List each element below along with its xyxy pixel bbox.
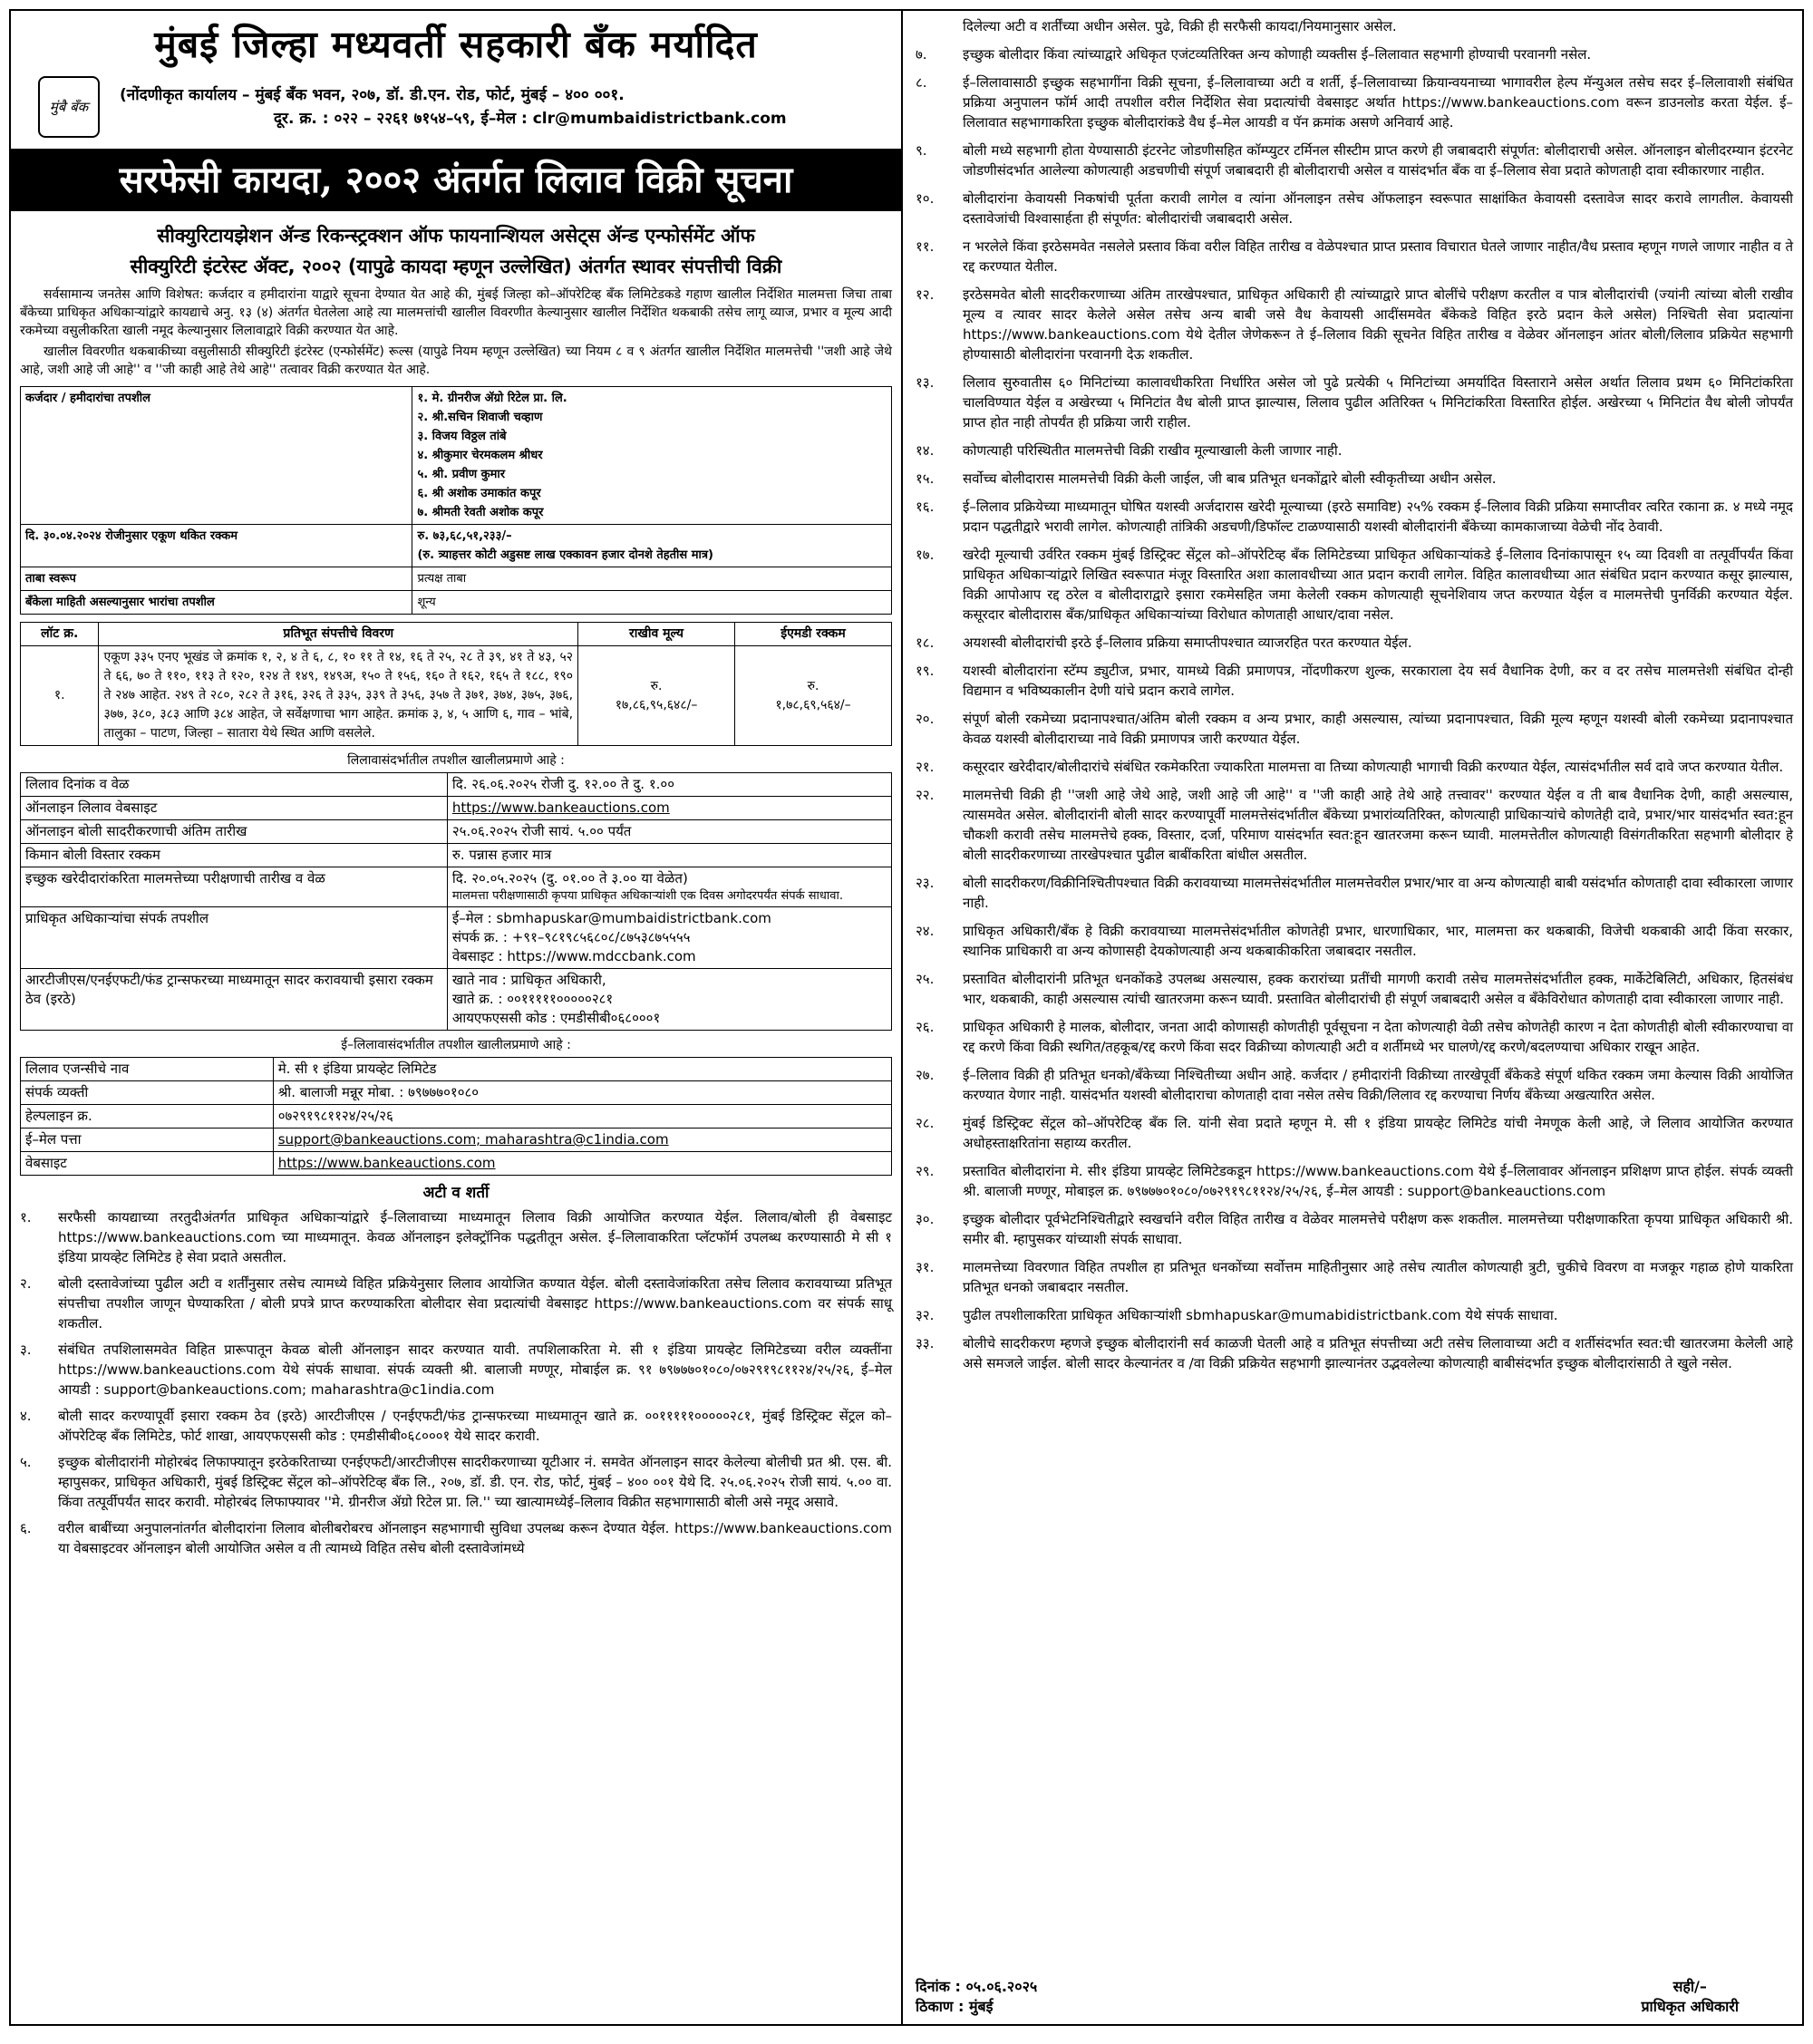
term-text: प्रस्तावित बोलीदारांना मे. सी१ इंडिया प्रायव्हेट लिमिटेडकडून https://www.bankeauctions.com येथे ई–लिलावावर ऑनलाइन प्रशिक्षण प्राप्त होईल. संपर्क व्यक्ती श्री. बालाजी मण्णूर, मोबाइल क्र. ७९७७७०१०८०/०७२९१९८११२४/२५/२६, ई–मेल आयडी : support@bankeauctions.com — [963, 1163, 1793, 1199]
lot-table — [20, 622, 892, 746]
term-text: न भरलेले किंवा इरठेसमवेत नसलेले प्रस्ताव किंवा वरील विहित तारीख व वेळेपश्चात प्राप्त प्रस्ताव विचारात घेतले जाणार नाहीत/वैध प्रस्ताव म्हणून गणले जाणार नाहीत व ते रद्द करण्यात येतील. — [963, 238, 1793, 275]
term-number: ९. — [916, 142, 927, 159]
emd-prefix: रु. — [807, 678, 819, 693]
term-number: १३. — [916, 374, 935, 391]
term-number: १७. — [916, 547, 935, 563]
bank-logo-icon — [38, 76, 100, 138]
reserve-prefix: रु. — [650, 678, 663, 693]
term-text: वरील बाबींच्या अनुपालनांतर्गत बोलीदारांना लिलाव बोलीबरोबरच ऑनलाइन सहभागाची सुविधा उपलब्ध करून देण्यात येईल. https://www.bankeauctions.com या वेबसाइटवर ऑनलाइन बोली आयोजित असेल व ती त्यामध्ये विहित तसेच बोली दस्तावेजांमध्ये — [58, 1520, 892, 1556]
list-item: ७. श्रीमती रेवती अशोक कपूर — [417, 506, 544, 519]
dues-words: (रु. त्र्याहत्तर कोटी अडुसष्ट लाख एक्कावन हजार दोनशे तेहतीस मात्र) — [417, 548, 713, 562]
term-item — [916, 1333, 1793, 1373]
table-row — [21, 591, 892, 615]
term-text: प्राधिकृत अधिकारी/बँक हे विक्री करावयाच्या मालमत्तेसंदर्भातील कोणतेही प्रभार, धारणाधिकार, भार, मालमत्ता कर थकबाकी, विजेची थकबाकी आदी किंवा सरकार, स्थानिक प्राधिकारी वा अन्य कोणासही देयकोणत्याही अन्य थकबाकीकरिता जबाबदार नसतील. — [963, 923, 1793, 959]
term-text: ई–लिलाव प्रक्रियेच्या माध्यमातून घोषित यशस्वी अर्जदारास खरेदी मूल्याच्या (इरठे समाविष्ट) २५% रक्कम ई–लिलाव विक्री प्रक्रिया समाप्तीवर त्वरित रकाना क्र. ४ मध्ये नमूद प्रदान पद्धतीद्वारे भरावी लागेल. कोणत्याही तांत्रिकी अडचणी/डिफॉल्ट टाळण्यासाठी यशस्वी बोलीदारांनी बँकेच्या कामकाजाच्या वेळेची नोंद ठेवावी. — [963, 499, 1793, 535]
table-row — [21, 646, 892, 746]
continued-term-text: दिलेल्या अटी व शर्तींच्या अधीन असेल. पुढे, विक्री ही सरफैसी कायदा/नियमानुसार असेल. — [963, 18, 1397, 34]
detail-label: लिलाव दिनांक व वेळ — [21, 773, 448, 797]
detail-label: किमान बोली विस्तार रक्कम — [21, 844, 448, 867]
term-item — [916, 1305, 1793, 1325]
term-item — [916, 709, 1793, 749]
list-item — [916, 16, 1793, 36]
term-text: लिलाव सुरुवातीस ६० मिनिटांच्या कालावधीकरिता निर्धारित असेल जो पुढे प्रत्येकी ५ मिनिटांच्या अमर्यादित विस्ताराने असेल अर्थात लिलाव प्रथम ६० मिनिटांकरिता चालविण्यात येईल व अखेरच्या ५ मिनिटांत वैध बोली प्राप्त झाल्यास, लिलाव पुढील अतिरिक्त ५ मिनिटांकरिता विस्तारित होईल. अखेरच्या ५ मिनिटांत वैध बोली जोपर्यंत प्राप्त होत नाही तोपर्यंत ही प्रक्रिया जारी राहील. — [963, 374, 1793, 431]
term-number: ३१. — [916, 1259, 935, 1275]
list-item: २. श्री.सचिन शिवाजी चव्हाण — [417, 411, 543, 424]
borrower-names — [412, 387, 892, 525]
term-item — [916, 497, 1793, 537]
right-column — [903, 11, 1802, 2024]
term-item — [916, 469, 1793, 489]
term-number: ५. — [20, 1454, 32, 1470]
term-item — [916, 44, 1793, 64]
term-item — [916, 1017, 1793, 1057]
term-number: ६. — [20, 1520, 32, 1536]
eauction-website-link[interactable]: https://www.bankeauctions.com — [273, 1152, 891, 1176]
term-text: बोली दस्तावेजांच्या पुढील अटी व शर्तींनुसार तसेच त्यामध्ये विहित प्रक्रियेनुसार लिलाव आयोजित कण्यात येईल. बोली दस्तावेजांकरिता तसेच लिलाव करावयाच्या प्रतिभूत संपत्तीचा तपशील जाणून घेण्याकरिता / बोली प्रपत्रे प्राप्त करण्याकरिता बोलीदार सेवा प्रदात्यांची वेबसाइट https://www.bankeauctions.com वर संपर्क साधू शकतील. — [58, 1275, 892, 1332]
term-item — [916, 237, 1793, 276]
term-text: प्राधिकृत अधिकारी हे मालक, बोलीदार, जनता आदी कोणासही कोणतीही पूर्वसूचना न देता कोणत्याही वेळी तसेच कोणतेही कारण न देता कोणतीही बोली स्वीकारण्याचा वा रद्द करणे किंवा विक्री स्थगित/तहकूब/रद्द करणे किंवा सदर विक्रीच्या कोणत्याही अटी व शर्तीमध्ये भर घालणे/रद्द करणे/बदलण्याचा अधिकार राखून आहेत. — [963, 1019, 1793, 1055]
reserve-price — [578, 646, 735, 746]
term-number: १९. — [916, 663, 935, 679]
borrower-label: कर्जदार / हमीदारांचा तपशील — [21, 387, 412, 525]
table-header-row — [21, 623, 892, 646]
term-text: ई–लिलावासाठी इच्छुक सहभागींना विक्री सूचना, ई–लिलावाच्या अटी व शर्ती, ई–लिलावाच्या क्रियान्वयनाच्या भागावरील हेल्प मॅन्युअल तसेच सदर ई–लिलावाशी संबंधित प्रक्रिया अनुपालन फॉर्म आदी तपशील वरील निर्देशित सेवा प्रदात्यांची वेबसाइट अर्थात https://www.bankeauctions.com वरून डाउनलोड करता येईल. ई–लिलावात सहभागाकरिता इच्छुक बोलीदारांकडे वैध ई–मेल आयडी व पॅन क्रमांक असणे अनिवार्य आहे. — [963, 74, 1793, 131]
term-item — [916, 661, 1793, 701]
table-row — [21, 773, 892, 797]
table-row — [21, 1081, 892, 1105]
term-number: १२. — [916, 286, 935, 303]
signatory-designation: प्राधिकृत अधिकारी — [1641, 1998, 1739, 2015]
term-item — [916, 757, 1793, 777]
column-header: प्रतिभूत संपत्तीचे विवरण — [99, 623, 578, 646]
detail-value: २५.०६.२०२५ रोजी सायं. ५.०० पर्यंत — [447, 820, 891, 844]
term-item — [916, 1209, 1793, 1249]
term-item — [916, 873, 1793, 913]
table-row — [21, 844, 892, 867]
term-text: पुढील तपशीलाकरिता प्राधिकृत अधिकाऱ्यांशी sbmhapuskar@mumabidistrictbank.com येथे संपर्क साधावा. — [963, 1307, 1558, 1323]
lot-number: १. — [21, 646, 99, 746]
act-subtitle-2: सीक्युरिटी इंटरेस्ट ॲक्ट, २००२ (यापुढे कायदा म्हणून उल्लेखित) अंतर्गत स्थावर संपत्तीची विक्री — [130, 256, 782, 277]
eauction-caption: ई–लिलावासंदर्भातील तपशील खालीलप्रमाणे आहे : — [341, 1038, 571, 1052]
act-subtitle-1: सीक्युरिटायझेशन ॲन्ड रिकन्स्ट्रक्शन ऑफ फायनान्शियल असेट्स ॲन्ड एन्फोर्समेंट ऑफ — [157, 225, 755, 247]
term-text: कसूरदार खरेदीदार/बोलीदारांचे संबंधित रकमेकरिता ज्याकरिता मालमत्ता वा तिच्या कोणत्याही भागाची विक्री करण्यात येईल, त्यासंदर्भातील सर्व दावे जप्त करण्यात येतील. — [963, 759, 1784, 775]
dues-label: दि. ३०.०४.२०२४ रोजीनुसार एकूण थकित रक्कम — [21, 525, 412, 567]
term-number: १. — [20, 1209, 32, 1225]
term-item — [20, 1274, 892, 1333]
address-block — [20, 73, 892, 141]
term-text: संबंधित तपशिलासमवेत विहित प्रारूपातून केवळ बोली ऑनलाइन सादर करण्यात यावी. तपशिलाकरिता मे. सी १ इंडिया प्रायव्हेट लिमिटेडच्या वरील व्यक्तींना https://www.bankeauctions.com येथे संपर्क साधावा. संपर्क व्यक्ती श्री. बालाजी मण्णूर, मोबाईल क्र. ९१ ७९७७७०१०८०/०७२९१९८११२४/२५/२६, ई–मेल आयडी : support@bankeauctions.com; maharashtra@c1india.com — [58, 1342, 892, 1398]
term-text: बोली मध्ये सहभागी होता येण्यासाठी इंटरनेट जोडणीसहित कॉम्प्युटर टर्मिनल सीस्टीम प्राप्त करणे ही जबाबदारी संपूर्णत: बोलीदाराची असेल. ऑनलाइन बोलीदरम्यान इंटरनेट जोडणीसंदर्भात आलेल्या कोणत्याही अडचणीची संपूर्ण जबाबदारी ही बोलीदाराची असेल व यासंदर्भात बँक वा ई–लिलाव सेवा प्रदाते कोणताही दावा स्वीकारणार नाहीत. — [963, 142, 1793, 179]
table-row — [21, 1105, 892, 1129]
term-text: इरठेसमवेत बोली सादरीकरणाच्या अंतिम तारखेपश्चात, प्राधिकृत अधिकारी ही त्यांच्याद्वारे प्राप्त बोलींचे परीक्षण करतील व पात्र बोलीदारांची (ज्यांनी त्यांच्या बोली राखीव मूल्य व त्यावर सादर केलेले असेल तसेच अन्य बाबी जसे वैध केवायसी आदींसमवेत बँकेकडे विहित इरठे प्रदान केले असेल) निश्चिती सेवा प्रदात्यांना https://www.bankeauctions.com येथे देतील जेणेकरून ते ई–लिलाव विक्री सूचनेत विहित तारीख व वेळेवर ऑनलाइन आंतर बोली/लिलाव प्रक्रियेत सहभागी होण्यासाठी बोलीदारांना परवानगी देऊ शकतील. — [963, 286, 1793, 363]
terms-heading: अटी व शर्ती — [422, 1184, 490, 1202]
term-text: अयशस्वी बोलीदारांची इरठे ई–लिलाव प्रक्रिया समाप्तीपश्चात व्याजरहित परत करण्यात येईल. — [963, 635, 1412, 651]
table-row — [21, 867, 892, 907]
term-text: मालमत्तेची विक्री ही ''जशी आहे जेथे आहे, जशी आहे जी आहे'' व ''जी काही आहे तेथे आहे तत्त्वावर'' करण्यात येईल व ती बाब वैधानिक देणी, काही असल्यास, त्यासमवेत असेल. बोलीदारांनी बोली सादर करण्यापूर्वी मालमत्तेसंदर्भातील बँकेच्या प्रभारांव्यतिरिक्त, कोणत्याही प्राधिकाऱ्यांचे कोणतेही दावे, प्रभार/भार यासंदर्भात स्वत:हून चौकशी करावी तसेच मालमत्तेचे हक्क, विस्तार, दर्जा, परिमाण यासंदर्भात स्वत:हून खातरजमा करून घ्यावी. मालमत्तेतील कोणत्याही विसंगतीकरिता सहभागी बोलीदार हे बोली सादरीकरणाच्या तारखेपश्चात पुढील बाबींकरिता बांधील असतील. — [963, 787, 1793, 863]
term-text: सर्वोच्च बोलीदारास मालमत्तेची विक्री केली जाईल, जी बाब प्रतिभूत धनकोंद्वारे बोली स्वीकृतीच्या अधीन असेल. — [963, 470, 1497, 487]
column-header: लॉट क्र. — [21, 623, 99, 646]
account-name: खाते नाव : प्राधिकृत अधिकारी, — [451, 972, 606, 988]
term-text: सरफैसी कायद्याच्या तरतुदीअंतर्गत प्राधिकृत अधिकाऱ्यांद्वारे ई–लिलावाच्या माध्यमातून लिलाव विक्री आयोजित करण्यात येईल. लिलाव/बोली ही वेबसाइट https://www.bankeauctions.com च्या माध्यमातून. केवळ ऑनलाइन इलेक्ट्रॉनिक पद्धतीतून असेल. ई–लिलावाकरिता प्लॅटफॉर्म उपलब्ध करण्यासाठी मे सी १ इंडिया प्रायव्हेट लिमिटेड हे सेवा प्रदाते असतील. — [58, 1209, 892, 1265]
detail-value: दि. २६.०६.२०२५ रोजी दु. १२.०० ते दु. १.०० — [447, 773, 891, 797]
term-item — [916, 921, 1793, 961]
officer-email[interactable]: ई–मेल : sbmhapuskar@mumbaidistrictbank.com — [451, 910, 771, 926]
term-item — [20, 1518, 892, 1558]
footer-date: दिनांक : ०५.०६.२०२५ — [916, 1978, 1038, 1995]
table-row — [21, 820, 892, 844]
term-text: बोली सादर करण्यापूर्वी इसारा रक्कम ठेव (इरठे) आरटीजीएस / एनईएफटी/फंड ट्रान्सफरच्या माध्यमातून खाते क्र. ००१११११०००००२८१, मुंबई डिस्ट्रिक्ट सेंट्रल को–ऑपरेटिव्ह बँक लिमिटेड, फोर्ट शाखा, आयएफएससी कोड : एमडीसीबी०६८०००१ येथे सादर करावी. — [58, 1408, 892, 1444]
term-number: १६. — [916, 499, 935, 515]
list-item: ४. श्रीकुमार चेरमकलम श्रीधर — [417, 449, 543, 462]
term-number: २५. — [916, 971, 935, 987]
table-row — [21, 567, 892, 591]
auction-details-table — [20, 772, 892, 1031]
term-item — [916, 545, 1793, 625]
term-item — [20, 1406, 892, 1446]
detail-label: वेबसाइट — [21, 1152, 274, 1176]
table-row — [21, 797, 892, 820]
term-item — [916, 189, 1793, 228]
encumbrance-value: शून्य — [412, 591, 892, 615]
term-number: २२. — [916, 787, 935, 803]
detail-value: रु. पन्नास हजार मात्र — [447, 844, 891, 867]
encumbrance-label: बँकेला माहिती असल्यानुसार भारांचा तपशील — [21, 591, 412, 615]
term-text: बोली सादरीकरण/विक्रीनिश्चितीपश्चात विक्री करावयाच्या मालमत्तेसंदर्भातील मालमत्तेवरील प्रभार/भार वा अन्य कोणत्याही बाबी यसंदर्भात कोणताही दावा स्वीकारला जाणार नाही. — [963, 875, 1793, 911]
dues-value: रु. ७३,६८,५१,२३३/– — [417, 529, 512, 543]
detail-label: प्राधिकृत अधिकाऱ्यांचा संपर्क तपशील — [21, 907, 448, 969]
term-item — [916, 633, 1793, 653]
term-number: २०. — [916, 711, 935, 727]
property-description: एकूण ३३५ एनए भूखंड जे क्रमांक १, २, ४ ते ६, ८, १० ११ ते १४, १६ ते २५, २८ ते ३९, ४१ ते ४३, ५२ ते ६६, ७० ते ११०, ११३ ते १२०, १२४ ते १४९, १४९अ, १५० ते १५६, १६० ते १६२, १६५ ते १८८, १९० ते २४७ आहेत. २४९ ते २८०, २८२ ते ३१६, ३२६ ते ३३५, ३३९ ते ३५६, ३५७ ते ३७१, ३७४, ३७५, ३७६, ३७७, ३८०, ३८३ आणि ३८४ आहेत, जे सर्वेक्षणाचा भाग आहेत. क्रमांक ३, ४, ५ आणि ६, गाव – भांबे, तालुका – पाटण, जिल्हा – सातारा येथे स्थित आणि वसलेले. — [99, 646, 578, 746]
term-text: कोणत्याही परिस्थितीत मालमत्तेची विक्री राखीव मूल्याखाली केली जाणार नाही. — [963, 442, 1343, 459]
intro-paragraph-1: सर्वसामान्य जनतेस आणि विशेषत: कर्जदार व हमीदारांना याद्वारे सूचना देण्यात येत आहे की, मुंबई जिल्हा को–ऑपरेटिव्ह बँक लिमिटेडकडे गहाण खालील निर्देशित मालमत्ता जिचा ताबा बँकेच्या प्राधिकृत अधिकाऱ्यांद्वारे कायद्याचे अनु. १३ (४) अंतर्गत घेतलेला आहे त्या मालमत्तांची खालील विवरणीत केल्यानुसार खालील निर्देशित थकबाकी तसेच लागू व्याज, प्रभार व मूल्य आदी रकमेच्या वसुलीकरिता खाली नमूद केल्यानुसार लिलावाद्वारे विक्री करण्यात येत आहे. — [20, 287, 892, 338]
term-text: मुंबई डिस्ट्रिक्ट सेंट्रल को–ऑपरेटिव्ह बँक लि. यांनी सेवा प्रदाते म्हणून मे. सी १ इंडिया प्रायव्हेट लिमिटेड यांची नेमणूक केली आहे, जे लिलाव आयोजित करण्यात अधोहस्ताक्षरितांना सहाय्य करतील. — [963, 1115, 1793, 1151]
term-item — [20, 1207, 892, 1267]
term-number: ४. — [20, 1408, 32, 1424]
term-number: २९. — [916, 1163, 935, 1179]
terms-left-list — [20, 1207, 892, 1558]
reserve-value: १७,८६,९५,६४८/– — [615, 697, 698, 712]
column-header: राखीव मूल्य — [578, 623, 735, 646]
list-item: ३. विजय विठ्ठल तांबे — [417, 430, 507, 443]
detail-value: मे. सी १ इंडिया प्रायव्हेट लिमिटेड — [273, 1058, 891, 1081]
term-text: बोलीदारांना केवायसी निकषांची पूर्तता करावी लागेल व त्यांना ऑनलाइन तसेच ऑफलाइन स्वरूपात साक्षांकित केवायसी दस्तावेज सादर करावे लागतील. केवायसी दस्तावेजांची विश्वासार्हता ही संपूर्णत: बोलीदारांची जबाबदारी असेल. — [963, 190, 1793, 227]
term-item — [916, 1113, 1793, 1153]
term-item — [916, 1257, 1793, 1297]
notice-title: सरफेसी कायदा, २००२ अंतर्गत लिलाव विक्री सूचना — [11, 149, 901, 211]
eauction-details-table — [20, 1057, 892, 1176]
detail-value: ०७२९१९८११२४/२५/२६ — [273, 1105, 891, 1129]
detail-value: श्री. बालाजी मन्नूर मोबा. : ७९७७७०१०८० — [273, 1081, 891, 1105]
detail-label: ऑनलाइन बोली सादरीकरणाची अंतिम तारीख — [21, 820, 448, 844]
term-item — [916, 73, 1793, 132]
term-number: १५. — [916, 470, 935, 487]
detail-label: लिलाव एजन्सीचे नाव — [21, 1058, 274, 1081]
term-item — [916, 785, 1793, 865]
term-number: ३२. — [916, 1307, 935, 1323]
term-item — [20, 1340, 892, 1400]
term-number: २१. — [916, 759, 935, 775]
left-column — [11, 11, 903, 2024]
term-number: ३. — [20, 1342, 32, 1358]
term-item — [20, 1452, 892, 1512]
term-text: ई–लिलाव विक्री ही प्रतिभूत धनको/बँकेच्या निश्चितीच्या अधीन आहे. कर्जदार / हमीदारांनी विक्रीच्या तारखेपूर्वी बँकेकडे संपूर्ण थकित रक्कम जमा केल्यास विक्री आयोजित करण्यात येणार नाही. यासंदर्भात यशस्वी बोलीदाराचा कोणताही दावा नसेल तसेच विक्री/लिलाव रद्द करण्याचा निर्णय बँकेच्या अखत्यारित असेल. — [963, 1067, 1793, 1103]
term-number: २३. — [916, 875, 935, 891]
term-number: २८. — [916, 1115, 935, 1131]
term-number: १०. — [916, 190, 935, 207]
table-row — [21, 525, 892, 567]
term-number: १४. — [916, 442, 935, 459]
detail-label: ऑनलाइन लिलाव वेबसाइट — [21, 797, 448, 820]
notice-page — [9, 9, 1804, 2026]
officer-phone: संपर्क क्र. : +९१–९८१९८५६८०८/८७५३८७५५५५ — [451, 929, 691, 945]
term-text: खरेदी मूल्याची उर्वरित रक्कम मुंबई डिस्ट्रिक्ट सेंट्रल को–ऑपरेटिव्ह बँक लिमिटेडच्या प्राधिकृत अधिकाऱ्यांकडे ई–लिलाव दिनांकापासून १५ व्या दिवशी वा तत्पूर्वीपर्यंत किंवा प्राधिकृत अधिकाऱ्यांद्वारे लिखित स्वरूपात मंजूर विस्तारित अशा कालावधीच्या आत प्रदान करावी लागेल. विहित कालावधीच्या आत संबंधित प्रदान करण्यात कसूर झाल्यास, विक्री आपोआप रद्द ठरेल व बोलीदाराद्वारे इसारा रकमेसहित जमा केलेली रक्कम कोणत्याही सूचनेशिवाय जप्त करण्यात येईल व मालमत्तेची पुनर्विक्री करण्यात येईल. कसूरदार बोलीदारास बँक/प्राधिकृत अधिकाऱ्यांच्या विरोधात कोणताही आधार/दावा नसेल. — [963, 547, 1793, 623]
emd-amount — [735, 646, 892, 746]
term-text: इच्छुक बोलीदार पूर्वभेटनिश्चितीद्वारे स्वखर्चाने वरील विहित तारीख व वेळेवर मालमत्तेचे परीक्षण करू शकतील. मालमत्तेच्या परीक्षणाकरिता कृपया प्राधिकृत अधिकारी श्री. समीर बी. म्हापुसकर यांच्याशी संपर्क साधावा. — [963, 1211, 1793, 1247]
possession-value: प्रत्यक्ष ताबा — [412, 567, 892, 591]
term-number: ११. — [916, 238, 935, 255]
term-number: ३३. — [916, 1335, 935, 1351]
list-item: १. मे. ग्रीनरीज ॲग्रो रिटेल प्रा. लि. — [417, 392, 567, 405]
detail-label: संपर्क व्यक्ती — [21, 1081, 274, 1105]
table-row — [21, 1152, 892, 1176]
possession-label: ताबा स्वरूप — [21, 567, 412, 591]
ifsc-code: आयएफएससी कोड : एमडीसीबी०६८०००१ — [451, 1010, 661, 1026]
term-number: २६. — [916, 1019, 935, 1035]
support-email-link[interactable]: support@bankeauctions.com; maharashtra@c1india.com — [273, 1129, 891, 1152]
table-row — [21, 1129, 892, 1152]
footer — [916, 1977, 1793, 2017]
term-number: २४. — [916, 923, 935, 939]
term-item — [916, 373, 1793, 432]
signature: सही/– — [1672, 1978, 1707, 1995]
list-item: ५. श्री. प्रवीण कुमार — [417, 468, 506, 481]
term-number: २७. — [916, 1067, 935, 1083]
borrower-table — [20, 386, 892, 615]
term-item — [916, 1161, 1793, 1201]
term-text: बोलीचे सादरीकरण म्हणजे इच्छुक बोलीदारांनी सर्व काळजी घेतली आहे व प्रतिभूत संपत्तीच्या अटी तसेच लिलावाच्या अटी व शर्तीसंदर्भात स्वत:ची खातरजमा केलेली आहे असे समजले जाईल. बोली सादर केल्यानंतर व /वा विक्री प्रक्रियेत सहभागी झाल्यानंतर उद्भवलेल्या कोणत्याही बाबीसंदर्भात इच्छुक बोलीदारांसाठी ते खुले नसेल. — [963, 1335, 1793, 1371]
term-text: मालमत्तेच्या विवरणात विहित तपशील हा प्रतिभूत धनकोंच्या सर्वोत्तम माहितीनुसार आहे तसेच त्यातील कोणत्याही त्रुटी, चुकीचे विवरण वा मजकूर गहाळ होणे याकरिता प्रतिभूत धनको जबाबदार नसतील. — [963, 1259, 1793, 1295]
term-text: संपूर्ण बोली रकमेच्या प्रदानापश्चात/अंतिम बोली रक्कम व अन्य प्रभार, काही असल्यास, त्यांच्या प्रदानापश्चात, विक्री मूल्य म्हणून यशस्वी बोली रकमेच्या प्रदानापश्चात केवळ यशस्वी बोलीदाराच्या नावे विक्री प्रमाणपत्र जारी करण्यात येईल. — [963, 711, 1793, 747]
term-text: यशस्वी बोलीदारांना स्टॅम्प ड्युटीज, प्रभार, यामध्ये विक्री प्रमाणपत्र, नोंदणीकरण शुल्क, सरकाराला देय सर्व वैधानिक देणी, कर व दर तसेच मालमत्तेशी संबंधित दोन्ही विद्यमान व भविष्यकालीन देणी यांचे प्रदान करावे लागेल. — [963, 663, 1793, 699]
term-number: ८. — [916, 74, 927, 91]
list-item: ६. श्री अशोक उमाकांत कपूर — [417, 487, 541, 500]
logo-text: मुंबै बँक — [49, 99, 89, 115]
term-item — [916, 140, 1793, 180]
bank-name: मुंबई जिल्हा मध्यवर्ती सहकारी बँक मर्यादित — [154, 23, 758, 66]
detail-value: मालमत्ता परीक्षणासाठी कृपया प्राधिकृत अधिकाऱ्यांशी एक दिवस अगोदरपर्यंत संपर्क साधावा. — [451, 889, 843, 903]
registered-address: (नोंदणीकृत कार्यालय – मुंबई बँक भवन, २०७, डॉ. डी.एन. रोड, फोर्ट, मुंबई – ४०० ००१. — [120, 86, 625, 104]
table-row — [21, 907, 892, 969]
term-text: प्रस्तावित बोलीदारांनी प्रतिभूत धनकोंकडे उपलब्ध असल्यास, हक्क करारांच्या प्रतींची मागणी करावी तसेच मालमत्तेसंदर्भातील हक्क, मार्केटेबिलिटी, अधिकार, हितसंबंध भार, थकबाकी, काही असल्यास त्यांची खातरजमा करून घ्यावी. प्रस्तावित बोलीदारांची ही संपूर्ण जबाबदारी असेल व बँकेविरोधात कोणताही दावा स्वीकारला जाणार नाही. — [963, 971, 1793, 1007]
bank-website-link[interactable]: वेबसाइट : https://www.mdccbank.com — [451, 948, 696, 964]
term-number: ३०. — [916, 1211, 935, 1227]
terms-right-list — [916, 44, 1793, 1373]
table-row — [21, 1058, 892, 1081]
auction-website-link[interactable]: https://www.bankeauctions.com — [447, 797, 891, 820]
footer-place: ठिकाण : मुंबई — [916, 1998, 994, 2015]
term-number: १८. — [916, 635, 935, 651]
table-row — [21, 387, 892, 525]
contact-line: दूर. क्र. : ०२२ – २२६१ ७१५४–५९, ई–मेल : clr@mumbaidistrictbank.com — [274, 110, 787, 128]
term-number: २. — [20, 1275, 32, 1292]
term-number: ७. — [916, 46, 927, 63]
term-item — [916, 441, 1793, 460]
detail-label: इच्छुक खरेदीदारांकरिता मालमत्तेच्या परीक्षणाची तारीख व वेळ — [21, 867, 448, 907]
term-text: इच्छुक बोलीदार किंवा त्यांच्याद्वारे अधिकृत एजंटव्यतिरिक्त अन्य कोणाही व्यक्तीस ई–लिलावात सहभागी होण्याची परवानगी नसेल. — [963, 46, 1592, 63]
detail-label: आरटीजीएस/एनईएफटी/फंड ट्रान्सफरच्या माध्यमातून सादर करावयाची इसारा रक्कम ठेव (इरठे) — [21, 969, 448, 1031]
detail-label: हेल्पलाइन क्र. — [21, 1105, 274, 1129]
term-item — [916, 969, 1793, 1009]
intro-paragraph-2: खालील विवरणीत थकबाकीच्या वसुलीसाठी सीक्युरिटी इंटरेस्ट (एन्फोर्समेंट) रूल्स (यापुढे नियम म्हणून उल्लेखित) च्या नियम ८ व ९ अंतर्गत खालील निर्देशित मालमत्तेची ''जशी आहे जेथे आहे, जशी आहे जी आहे'' व ''जी काही आहे तेथे आहे'' तत्वावर विक्री करण्यात येत आहे. — [20, 344, 892, 377]
auction-caption: लिलावासंदर्भातील तपशील खालीलप्रमाणे आहे : — [347, 753, 565, 768]
term-item — [916, 1065, 1793, 1105]
detail-label: ई–मेल पत्ता — [21, 1129, 274, 1152]
column-header: ईएमडी रक्कम — [735, 623, 892, 646]
detail-value: दि. २०.०५.२०२५ (दु. ०१.०० ते ३.०० या वेळेत) — [451, 870, 688, 886]
table-row — [21, 969, 892, 1031]
term-item — [916, 285, 1793, 364]
emd-value: १,७८,६९,५६४/– — [775, 697, 851, 712]
account-number: खाते क्र. : ००१११११०००००२८१ — [451, 991, 614, 1007]
term-text: इच्छुक बोलीदारांनी मोहोरबंद लिफाफ्यातून इरठेकरिताच्या एनईएफटी/आरटीजीएस सादरीकरणाच्या यूटीआर नं. समवेत ऑनलाइन सादर केलेल्या बोलीची प्रत श्री. एस. बी. म्हापुसकर, प्राधिकृत अधिकारी, मुंबई डिस्ट्रिक्ट सेंट्रल को–ऑपरेटिव्ह बँक लि., २०७, डॉ. डी. एन. रोड, फोर्ट, मुंबई – ४०० ००१ येथे दि. २५.०६.२०२५ रोजी सायं. ५.०० वा. किंवा तत्पूर्वीपर्यंत सादर करावी. मोहोरबंद लिफाफ्यावर ''मे. ग्रीनरीज ॲग्रो रिटेल प्रा. लि.'' च्या खात्यामध्येई–लिलाव विक्रीत सहभागासाठी बोली असे नमूद असावे. — [58, 1454, 892, 1510]
